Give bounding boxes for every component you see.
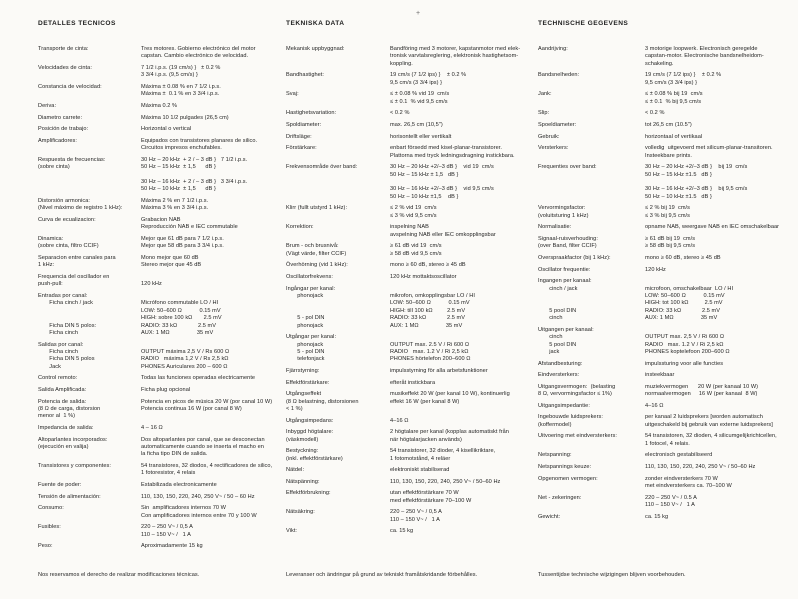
spec-row bbox=[286, 391, 534, 413]
spec-row bbox=[38, 524, 286, 539]
spec-row bbox=[286, 243, 534, 258]
column-dutch-specs bbox=[538, 20, 792, 525]
spec-label: Separacion entre canales para 1 kHz: bbox=[38, 254, 116, 269]
spec-row bbox=[538, 72, 792, 87]
spec-label: Frequencia del oscillador en push-pull: bbox=[38, 273, 110, 288]
spec-row bbox=[538, 224, 792, 231]
spec-value: Mejor que 61 dB para 7 1/2 i.p.s. Mejor que 58 dB para 3 3/4 i.p.s. bbox=[141, 235, 224, 250]
spec-label: Impedancia de salida: bbox=[38, 425, 94, 431]
spec-row bbox=[286, 479, 534, 486]
spec-row bbox=[538, 134, 792, 141]
spec-row bbox=[286, 262, 534, 269]
spec-value: ≤ ± 0.08 % bij 19 cm/s ≤ ± 0.1 % bij 9,5 cm/s bbox=[645, 91, 703, 105]
spec-label: Peso: bbox=[38, 543, 53, 550]
spec-value: Horizontal o vertical bbox=[141, 126, 192, 133]
spec-row bbox=[286, 134, 534, 141]
column-spanish-specs bbox=[38, 20, 286, 555]
spec-value: impulsstyrning för alla arbetsfunktioner bbox=[390, 368, 488, 374]
spec-label: Aandrijving: bbox=[538, 46, 568, 52]
spec-value: 220 – 250 V~ / 0,5 A 110 – 150 V~ / 1 A bbox=[390, 509, 442, 523]
spec-label: Korrektion: bbox=[286, 224, 314, 231]
column-title-swedish: TEKNISKA DATA bbox=[286, 20, 345, 27]
spec-label: Opgenomen vermogen: bbox=[538, 475, 598, 482]
spec-value: horisontellt eller vertikalt bbox=[390, 133, 452, 140]
spec-value: Dos altoparlantes por canal, que se desconectan automaticamente cuando se inserta el macho en la ficha tipo DIN de salida. bbox=[141, 436, 265, 458]
spec-label: Driftsläge: bbox=[286, 133, 312, 140]
spec-row bbox=[538, 122, 792, 129]
spec-label: Bestyckning: (inkl. effektförstärkare) bbox=[286, 448, 343, 462]
spec-label: Consumo: bbox=[38, 505, 64, 512]
spec-label: Nätspänning: bbox=[286, 478, 320, 485]
spec-value: mikrofon, omkopplingsbar LO / HI LOW: 50–600 Ω 0.15 mV HIGH: till 100 kΩ 2.5 mV RADIO: 33 kΩ 2.5 mV AUX: 1 MΩ 35 mV bbox=[390, 292, 475, 329]
spec-value: 30 Hz – 20 kHz +2/–3 dB } bij 19 cm/s 50 Hz – 15 kHz ±1.5 dB } 30 Hz – 16 kHz +2/–3 dB } bij 9,5 cm/s 50 Hz – 10 kHz ±1.5 dB } bbox=[645, 164, 748, 200]
spec-value: efteråt instickbara bbox=[390, 379, 436, 386]
spec-label: Slip: bbox=[538, 110, 550, 117]
spec-row bbox=[538, 205, 792, 220]
spec-row bbox=[538, 110, 792, 117]
spec-value: Grabacion NAB Reproducción NAB e IEC commutable bbox=[141, 216, 238, 231]
spec-value: 2 högtalare per kanal (kopplas automatiskt från när högtalarjacken används) bbox=[390, 429, 509, 443]
spec-row bbox=[538, 495, 792, 510]
spec-row bbox=[286, 72, 534, 87]
spec-value: Equipados con transistores planares de silico. Circuitos impresos enchufables. bbox=[141, 137, 258, 152]
spec-label: Nätsäkring: bbox=[286, 509, 315, 516]
spec-label: Ingangen per kanaal: cinch / jack 5 pool DIN cinch bbox=[538, 278, 592, 322]
spec-row bbox=[286, 205, 534, 220]
spec-value: electronisch gestabiliseerd bbox=[645, 452, 713, 459]
registration-mark: + bbox=[416, 10, 421, 17]
spec-value: Sin amplificadores internos 70 W Con amplificadores internos entre 70 y 100 W bbox=[141, 505, 257, 519]
spec-row bbox=[38, 65, 286, 80]
spec-value: 110, 130, 150, 220, 240, 250 V~ / 50–60 Hz bbox=[390, 478, 501, 485]
spec-label: Oscillatorfrekvens: bbox=[286, 273, 333, 280]
spec-label: Control remoto: bbox=[38, 375, 78, 382]
spec-row bbox=[286, 145, 534, 160]
spec-value: 54 transistores, 32 diodos, 4 rectificadores de silico, 1 fotoresistor, 4 relais bbox=[141, 463, 273, 477]
spec-value: 4–16 Ω bbox=[390, 417, 409, 424]
spec-label: Överhörning (vid 1 kHz): bbox=[286, 262, 348, 269]
spec-value: Tres motores. Gobierno electrónico del motor capstan. Cambio electrónico de velocidad. bbox=[141, 46, 256, 60]
spec-row bbox=[286, 509, 534, 524]
spec-value: ca. 15 kg bbox=[645, 513, 669, 520]
spec-value: OUTPUT máxima 2,5 V / Rs 600 Ω RADIO máxima 1,2 V / Rs 2,5 kΩ PHONES Auriculares 200 – 600 Ω bbox=[141, 348, 230, 370]
spec-label: Frequenties over band: bbox=[538, 164, 597, 171]
spec-row bbox=[38, 425, 286, 432]
spec-label: Potencia de salida: (8 Ω de carga, distorsion menor al 1 %) bbox=[38, 398, 101, 420]
spec-row bbox=[38, 198, 286, 213]
spec-label: Ingångar per kanal: phonojack 5 - pol DIN phonojack bbox=[286, 285, 336, 329]
spec-label: Versterkers: bbox=[538, 145, 569, 152]
spec-row bbox=[286, 274, 534, 281]
spec-label: Utgångseffekt (8 Ω belastning, distorsionen < 1 %) bbox=[286, 391, 359, 412]
spec-value: elektroniskt stabiliserad bbox=[390, 467, 450, 474]
column-title-dutch: TECHNISCHE GEGEVENS bbox=[538, 20, 629, 27]
spec-label: Curva de ecualizacion: bbox=[38, 216, 96, 223]
spec-label: Altoparlantes incorporados: (ejecución en valija) bbox=[38, 436, 108, 450]
spec-rows-swedish bbox=[286, 46, 534, 536]
footer-note-swedish: Leveranser och ändringar på grund av tekniskt framåtskridande förbehålles. bbox=[286, 572, 478, 578]
spec-value: Mono mejor que 60 dB Stereo mejor que 45 dB bbox=[141, 254, 202, 269]
spec-rows-dutch bbox=[538, 46, 792, 521]
spec-label: Effektförstärkare: bbox=[286, 379, 330, 386]
spec-value: 120 kHz bbox=[645, 266, 666, 273]
spec-label: Transporte de cinta: bbox=[38, 46, 89, 52]
spec-label: Uitgangsvermogen: (belasting 8 Ω, vervormingsfactor ≤ 1%) bbox=[538, 383, 616, 398]
spec-label: Jank: bbox=[538, 91, 552, 98]
spec-row bbox=[538, 372, 792, 379]
spec-label: Velocidades de cinta: bbox=[38, 65, 92, 71]
spec-value: Máxima 2 % en 7 1/2 i.p.s. Máxima 3 % en 3 3/4 i.p.s. bbox=[141, 197, 209, 212]
spec-label: Svaj: bbox=[286, 91, 299, 98]
spec-row bbox=[538, 145, 792, 160]
spec-row bbox=[538, 384, 792, 399]
spec-row bbox=[286, 490, 534, 505]
spec-value: Ficha plug opcional bbox=[141, 387, 191, 393]
spec-value: 54 transistoren, 32 dioden, 4 silicumgelijkrichtcellen, 1 fotocel, 4 relais. bbox=[645, 433, 777, 447]
spec-row bbox=[538, 403, 792, 410]
spec-row bbox=[538, 46, 792, 68]
spec-row bbox=[38, 138, 286, 153]
spec-row bbox=[38, 115, 286, 122]
spec-label: Overspraakfactor (bij 1 kHz): bbox=[538, 254, 611, 261]
spec-value: enbart försedd med kisel-planar-transistorer. Plattorna med tryck ledningsdragning instickbara. bbox=[390, 145, 515, 159]
spec-value: 220 – 250 V~ / 0,5 A 110 – 150 V~ / 1 A bbox=[141, 524, 193, 538]
spec-value: Estabilizada electronicamente bbox=[141, 482, 217, 488]
spec-value: inspelning NAB avspelning NAB eller IEC omkopplingsbar bbox=[390, 224, 496, 238]
spec-row bbox=[38, 126, 286, 133]
spec-row bbox=[38, 274, 286, 289]
spec-label: Inbyggd högtalare: (väskmodell) bbox=[286, 429, 334, 443]
spec-label: Transistores y componentes: bbox=[38, 463, 111, 469]
spec-label: Constancia de velocidad: bbox=[38, 84, 102, 90]
spec-row bbox=[38, 236, 286, 251]
spec-row bbox=[38, 293, 286, 337]
spec-row bbox=[38, 482, 286, 489]
spec-value: 120 kHz bbox=[141, 281, 162, 288]
spec-row bbox=[38, 387, 286, 394]
spec-value: < 0.2 % bbox=[390, 110, 410, 117]
spec-row bbox=[286, 286, 534, 330]
spec-row bbox=[538, 91, 792, 106]
spec-label: Normalisatie: bbox=[538, 224, 572, 231]
spec-label: Netspannings keuze: bbox=[538, 463, 592, 470]
spec-label: Signaal-ruisverhouding: (over Band, filter CCIF) bbox=[538, 235, 598, 250]
spec-value: 3 motorige loopwerk. Electronisch geregelde capstan-motor. Electronische bandsnelheidom- schakeling. bbox=[645, 46, 764, 67]
spec-row bbox=[38, 543, 286, 550]
spec-label: Tensión de alimentación: bbox=[38, 493, 101, 500]
spec-value: 30 Hz – 20 kHz + 2 / – 3 dB } 7 1/2 i.p.s. 50 Hz – 15 kHz ± 1,5 dB } 30 Hz – 16 kHz + 2 / – 3 dB } 3 3/4 i.p.s. 50 Hz – 10 kHz ± 1,5 dB } bbox=[141, 156, 248, 193]
spec-label: Hastighetsvariation: bbox=[286, 110, 337, 117]
spec-label: Entradas por canal: Ficha cinch / jack Ficha DIN 5 polos: Ficha cinch bbox=[38, 292, 97, 336]
spec-row bbox=[38, 505, 286, 520]
column-title-spanish: DETALLES TECNICOS bbox=[38, 20, 116, 27]
spec-row bbox=[286, 91, 534, 106]
spec-value: 110, 130, 150, 220, 240, 250 V~ / 50 – 60 Hz bbox=[141, 493, 255, 500]
spec-label: Utgångar per kanal: phonojack 5 - pol DIN telefonjack bbox=[286, 334, 337, 363]
spec-row bbox=[286, 164, 534, 201]
spec-label: Afstandbesturing: bbox=[538, 360, 583, 367]
spec-value: Bandföring med 3 motorer, kapstanmotor med elek- tronisk varvtalsreglering, elektronisk hastighetsom- koppling. bbox=[390, 46, 521, 67]
spec-row bbox=[286, 224, 534, 239]
spec-label: Salida Amplificada: bbox=[38, 387, 87, 393]
spec-value: opname NAB, weergave NAB en IEC omschakelbaar bbox=[645, 224, 780, 231]
spec-label: Brum - och brusnivå: (Vägt värde, filter CCIF) bbox=[286, 243, 347, 257]
spec-row bbox=[286, 334, 534, 364]
spec-row bbox=[538, 452, 792, 459]
spec-rows-spanish bbox=[38, 46, 286, 551]
spec-label: Klirr (fullt utstyrd 1 kHz): bbox=[286, 205, 348, 212]
spec-row bbox=[38, 494, 286, 501]
spec-label: Ingebouwde luidsprekers: (koffermodel) bbox=[538, 414, 603, 428]
spec-value: 4 – 16 Ω bbox=[141, 425, 163, 431]
spec-row bbox=[38, 342, 286, 372]
spec-row bbox=[538, 255, 792, 262]
spec-label: Gewicht: bbox=[538, 513, 561, 520]
spec-value: mono ≥ 60 dB, stereo ≥ 45 dB bbox=[645, 254, 721, 261]
spec-row bbox=[286, 448, 534, 463]
spec-row bbox=[286, 110, 534, 117]
spec-value: 30 Hz – 20 kHz +2/–3 dB } vid 19 cm/s 50 Hz – 15 kHz ± 1,5 dB } 30 Hz – 16 kHz +2/–3 dB } vid 9,5 cm/s 50 Hz – 10 kHz ±1,5 dB } bbox=[390, 164, 494, 200]
spec-label: Dinamica: (sobre cinta, filtro CCIF) bbox=[38, 235, 99, 250]
spec-value: impulssturing voor alle functies bbox=[645, 360, 724, 367]
spec-row bbox=[538, 414, 792, 429]
spec-value: microfoon, omschakelbaar LO / HI LOW: 50–600 Ω 0.15 mV HIGH: tot 100 kΩ 2.5 mV RADIO: 33 kΩ 2.5 mV AUX: 1 MΩ 35 mV bbox=[645, 285, 734, 322]
spec-label: Mekanisk uppbyggnad: bbox=[286, 46, 345, 52]
spec-label: Uitvoering met eindversterkers: bbox=[538, 433, 617, 440]
spec-label: Fuente de poder: bbox=[38, 482, 82, 488]
footer-note-dutch: Tussentijdse technische wijzigingen blijven voorbehouden. bbox=[538, 572, 686, 578]
spec-row bbox=[286, 418, 534, 425]
spec-label: Vikt: bbox=[286, 528, 298, 535]
spec-row bbox=[286, 380, 534, 387]
spec-value: Máxima 10 1/2 pulgades (26,5 cm) bbox=[141, 114, 229, 121]
spec-label: Deriva: bbox=[38, 103, 57, 109]
spec-row bbox=[286, 368, 534, 375]
spec-value: ≤ ± 0.08 % vid 19 cm/s ≤ ± 0.1 % vid 9,5 cm/s bbox=[390, 91, 450, 105]
spec-value: ≤ 2 % vid 19 cm/s ≤ 3 % vid 9,5 cm/s bbox=[390, 205, 437, 219]
spec-value: 7 1/2 i.p.s. (19 cm/s) } ± 0.2 % 3 3/4 i.p.s. (9,5 cm/s) } bbox=[141, 65, 221, 79]
spec-label: Netspanning: bbox=[538, 452, 572, 459]
spec-label: Gebruik: bbox=[538, 133, 560, 140]
column-swedish-specs bbox=[286, 20, 534, 540]
spec-value: insteekbaar bbox=[645, 372, 675, 379]
spec-label: Net - zekeringen: bbox=[538, 494, 582, 501]
spec-label: Fusibles: bbox=[38, 524, 61, 531]
spec-value: mono ≥ 60 dB, stereo ≥ 45 dB bbox=[390, 262, 466, 269]
spec-row bbox=[286, 429, 534, 444]
spec-value: musikeffekt 20 W (per kanal 10 W), kontinuerlig effekt 16 W (per kanal 8 W) bbox=[390, 391, 510, 405]
spec-row bbox=[38, 103, 286, 110]
spec-row bbox=[38, 375, 286, 382]
spec-value: muziekvermogen 20 W (per kanaal 10 W) normaalvermogen 16 W (per kanaal 8 W) bbox=[645, 383, 759, 398]
spec-row bbox=[538, 476, 792, 491]
spec-row bbox=[538, 164, 792, 201]
spec-label: Nätdel: bbox=[286, 467, 305, 474]
spec-value: 220 – 250 V~ / 0.5 A 110 – 150 V~ / 1 A bbox=[645, 494, 697, 508]
spec-label: Spoeldiameter: bbox=[538, 122, 577, 128]
spec-row bbox=[538, 433, 792, 448]
spec-label: Uitgangsimpedantie: bbox=[538, 402, 590, 409]
spec-value: OUTPUT max. 2,5 V / Ri 600 Ω RADIO max. 1.2 V / Ri 2,5 kΩ PHONES koptelefoon 200–600 Ω bbox=[645, 334, 730, 355]
spec-label: Utgångsimpedans: bbox=[286, 417, 334, 424]
spec-row bbox=[538, 361, 792, 368]
spec-value: 4–16 Ω bbox=[645, 402, 664, 409]
spec-value: Máxima 0.2 % bbox=[141, 103, 178, 109]
spec-label: Spoldiameter: bbox=[286, 122, 322, 128]
spec-label: Effektförbrukning: bbox=[286, 490, 331, 497]
spec-row bbox=[286, 528, 534, 535]
spec-value: 54 transistorer, 32 dioder, 4 kisellikriktare, 1 fotomotstånd, 4 reläer bbox=[390, 448, 496, 462]
spec-value: ≥ 61 dB bij 19 cm/s ≥ 58 dB bij 9,5 cm/s bbox=[645, 235, 696, 250]
spec-value: OUTPUT max. 2.5 V / Ri 600 Ω RADIO max. 1.2 V / Ri 2,5 kΩ PHONES hörtelefon 200–600 Ω bbox=[390, 341, 471, 363]
spec-label: Amplificadores: bbox=[38, 137, 77, 144]
spec-value: ca. 15 kg bbox=[390, 528, 414, 535]
spec-row bbox=[38, 46, 286, 61]
spec-row bbox=[286, 467, 534, 474]
spec-value: Potencia en picos de música 20 W (por canal 10 W) Potencia continua 16 W (por canal 8 W) bbox=[141, 398, 273, 412]
spec-value: max. 26,5 cm (10,5") bbox=[390, 122, 443, 128]
spec-value: < 0.2 % bbox=[645, 110, 665, 117]
spec-label: Fjärrstyrning: bbox=[286, 368, 320, 374]
spec-row bbox=[538, 236, 792, 251]
spec-value: 110, 130, 150, 220, 240, 250 V~ / 50–60 Hz bbox=[645, 463, 756, 470]
spec-row bbox=[38, 399, 286, 421]
spec-value: volledig uitgevoerd met silicum-planar-transitoren. Insteekbare prints. bbox=[645, 145, 773, 159]
spec-row bbox=[538, 464, 792, 471]
spec-value: Todas las funciones operadas electricamente bbox=[141, 375, 256, 382]
spec-value: Micrófono commutable LO / HI LOW: 50–600 Ω 0.15 mV HIGH: sobre 100 kΩ 2.5 mV RADIO: 33 kΩ 2.5 mV AUX: 1 MΩ 35 mV bbox=[141, 300, 222, 336]
spec-value: horizontaal of vertikaal bbox=[645, 133, 703, 140]
spec-row bbox=[38, 157, 286, 194]
spec-row bbox=[538, 327, 792, 357]
spec-value: 19 cm/s (7 1/2 ips) } ± 0.2 % 9,5 cm/s (3 3/4 ips) } bbox=[390, 72, 467, 86]
spec-label: Distorsión armonica: (Nivel máximo de registro 1 kHz): bbox=[38, 197, 123, 212]
spec-row bbox=[38, 84, 286, 99]
spec-value: 120 kHz mottaktsoscillator bbox=[390, 273, 457, 280]
spec-label: Eindversterkers: bbox=[538, 372, 580, 379]
spec-row bbox=[286, 46, 534, 68]
spec-label: Uitgangen per kanaal: cinch 5 pool DIN jack bbox=[538, 326, 594, 355]
spec-label: Bandsnelheden: bbox=[538, 72, 580, 79]
spec-row bbox=[38, 437, 286, 459]
spec-label: Vervormingsfactor: (voluitsturing 1 kHz) bbox=[538, 205, 589, 219]
spec-value: Máxima ± 0.08 % en 7 1/2 i.p.s. Máxima ± 0.1 % en 3 3/4 i.p.s. bbox=[141, 84, 221, 98]
spec-label: Diametro carrete: bbox=[38, 114, 83, 121]
spec-value: per kanaal 2 luidsprekers [worden automatisch uitgeschakeld bij gebruik van externe luidsprekers] bbox=[645, 414, 773, 428]
spec-label: Posición de trabajo: bbox=[38, 126, 89, 133]
spec-row bbox=[538, 514, 792, 521]
spec-row bbox=[38, 463, 286, 478]
spec-row bbox=[38, 217, 286, 232]
spec-label: Oscillator frequentie: bbox=[538, 266, 591, 273]
spec-label: Förstärkare: bbox=[286, 145, 317, 152]
spec-label: Salidas por canal: Ficha cinch Ficha DIN 5 polos Jack bbox=[38, 341, 95, 370]
spec-label: Bandhastighet: bbox=[286, 72, 325, 79]
spec-value: 19 cm/s (7 1/2 ips) } ± 0.2 % 9,5 cm/s (3 3/4 ips) } bbox=[645, 72, 722, 86]
spec-value: zonder eindversterkers 70 W met eindversterkers ca. 70–100 W bbox=[645, 475, 732, 489]
spec-value: ≥ 61 dB vid 19 cm/s ≥ 58 dB vid 9,5 cm/s bbox=[390, 243, 442, 257]
spec-row bbox=[538, 267, 792, 274]
spec-value: ≤ 2 % bij 19 cm/s ≤ 3 % bij 9,5 cm/s bbox=[645, 205, 691, 219]
spec-label: Frekvensområde över band: bbox=[286, 164, 358, 171]
spec-value: tot 26,5 cm (10.5") bbox=[645, 122, 692, 128]
spec-row bbox=[538, 278, 792, 322]
spec-row bbox=[286, 122, 534, 129]
footer-note-spanish: Nos reservamos el derecho de realizar modificaciones técnicas. bbox=[38, 572, 200, 578]
spec-label: Respuesta de frecuencias: (sobre cinta) bbox=[38, 156, 106, 171]
spec-row bbox=[38, 255, 286, 270]
spec-value: utan effektförstärkare 70 W med effektförstärkare 70–100 W bbox=[390, 490, 472, 504]
spec-value: Aproximadamente 15 kg bbox=[141, 543, 203, 550]
